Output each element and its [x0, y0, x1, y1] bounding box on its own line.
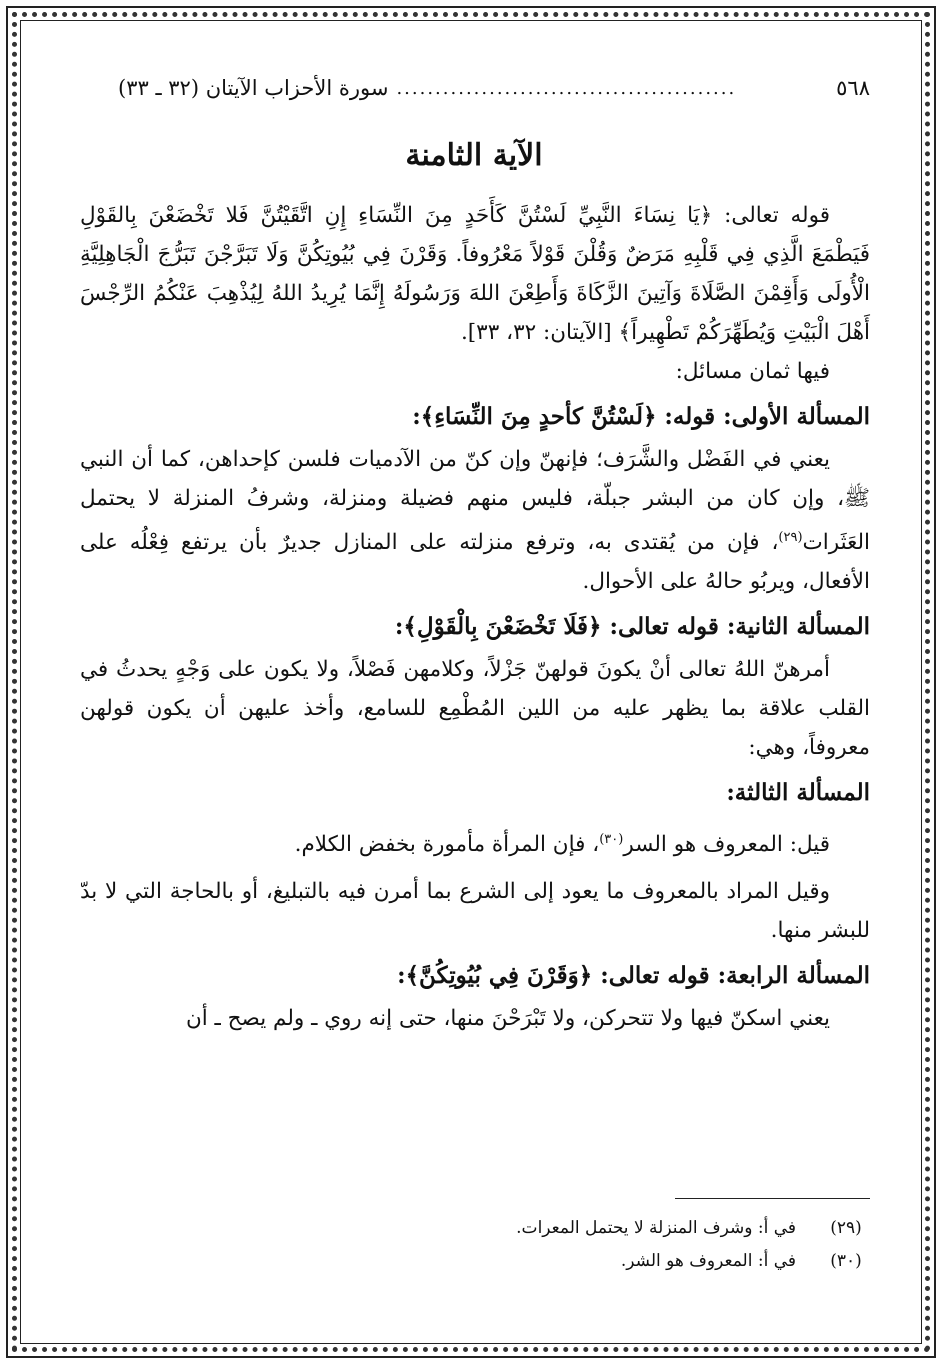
- footnotes: [80, 1212, 870, 1278]
- issue-1-text: [80, 440, 870, 601]
- footnote-29: [80, 1212, 870, 1245]
- footnote-number: (٣٠): [830, 1251, 862, 1271]
- verse-paragraph: قوله تعالى: ﴿يَا نِسَاءَ النَّبِيِّ لَسْتُنَّ كَأَحَدٍ مِنَ النِّسَاءِ إِنِ اتَّقَيْتُنَّ فَلا تَخْضَعْنَ بِالقَوْلِ فَيَطْمَعَ الَّذِي فِي قَلْبِهِ مَرَضٌ وَقُلْنَ قَوْلاً مَعْرُوفاً. وَقَرْنَ فِي بُيُوتِكُنَّ وَلَا تَبَرَّجْنَ تَبَرُّجَ الْجَاهِلِيَّةِ الْأُولَى وَأَقِمْنَ الصَّلَاةَ وَآتِينَ الزَّكَاةَ وَأَطِعْنَ اللهَ وَرَسُولَهُ إِنَّمَا يُرِيدُ اللهُ لِيُذْهِبَ عَنْكُمُ الرِّجْسَ أَهْلَ الْبَيْتِ وَيُطَهِّرَكُمْ تَطْهِيراً﴾ [الآيتان: ٣٢، ٣٣].: [80, 203, 870, 345]
- issue-3-text-1a: قيل: المعروف هو السر: [623, 832, 830, 858]
- section-title: الآية الثامنة: [405, 138, 543, 173]
- issue-3-heading: المسألة الثالثة:: [726, 779, 870, 807]
- issue-2-heading: المسألة الثانية: قوله تعالى: ﴿فَلَا تَخْضَعْنَ بِالْقَوْلِ﴾:: [394, 613, 870, 641]
- issue-1-heading: المسألة الأولى: قوله: ﴿لَسْتُنَّ كأحدٍ مِنَ النِّسَاءِ﴾:: [412, 403, 870, 430]
- footnote-30: [80, 1245, 870, 1278]
- running-title: سورة الأحزاب الآيتان (٣٢ ـ ٣٣): [118, 76, 389, 100]
- issue-1-text-a: يعني في الفَضْل والشَّرَف؛ فإنهنّ وإن كنّ من الآدميات فلسن كإحداهن، كما أن النبي ﷺ، وإن كان من البشر جبلّة، فليس منهم فضيلة ومنزلة، وشرفُ المنزلة لا يحتمل العَثَرات: [80, 447, 870, 556]
- footnote-divider: [675, 1198, 870, 1199]
- main-text: [80, 196, 870, 1038]
- intro-line: فيها ثمان مسائل:: [675, 359, 830, 384]
- issue-2-text: أمرهنّ اللهُ تعالى أنْ يكونَ قولهنّ جَزْلاً، وكلامهن فَصْلاً، ولا يكون على وَجْهٍ يحدثُ في القلب علاقة بما يظهر عليه من اللين المُطْمِع للسامع، وأخذ عليهن أن يكون قولهن معروفاً، وهي:: [80, 657, 870, 761]
- header-title-group: [118, 76, 736, 100]
- footnote-text: في أ: المعروف هو الشر.: [620, 1251, 796, 1271]
- issue-3-text-1b: ، فإن المرأة مأمورة بخفض الكلام.: [294, 832, 600, 858]
- footnote-ref-29: (٢٩): [778, 530, 803, 545]
- issue-1-text-b: ، فإن من يُقتدى به، وترفع منزلته على المنازل جديرٌ بأن يرتفع فِعْلُه على الأفعال، ويربُو حالهُ على الأحوال.: [80, 530, 870, 595]
- issue-4-text: يعني اسكنّ فيها ولا تتحركن، ولا تَبْرَحْنَ منها، حتى إنه روي ـ ولم يصح ـ أن: [185, 1006, 830, 1032]
- issue-3-text-2: وقيل المراد بالمعروف ما يعود إلى الشرع بما أمرن فيه بالتبليغ، أو بالحاجة التي لا بدّ للبشر منها.: [80, 879, 870, 944]
- page-number: ٥٦٨: [836, 76, 870, 100]
- running-header: [118, 72, 870, 104]
- footnote-number: (٢٩): [830, 1218, 862, 1238]
- issue-3-text-1: [80, 820, 870, 864]
- header-leader-dots: ............................................: [396, 77, 737, 99]
- footnote-text: في أ: وشرف المنزلة لا يحتمل المعرات.: [516, 1218, 796, 1238]
- issue-4-heading: المسألة الرابعة: قوله تعالى: ﴿وَقَرْنَ فِي بُيُوتِكُنَّ﴾:: [397, 962, 870, 990]
- footnote-ref-30: (٣٠): [599, 832, 624, 848]
